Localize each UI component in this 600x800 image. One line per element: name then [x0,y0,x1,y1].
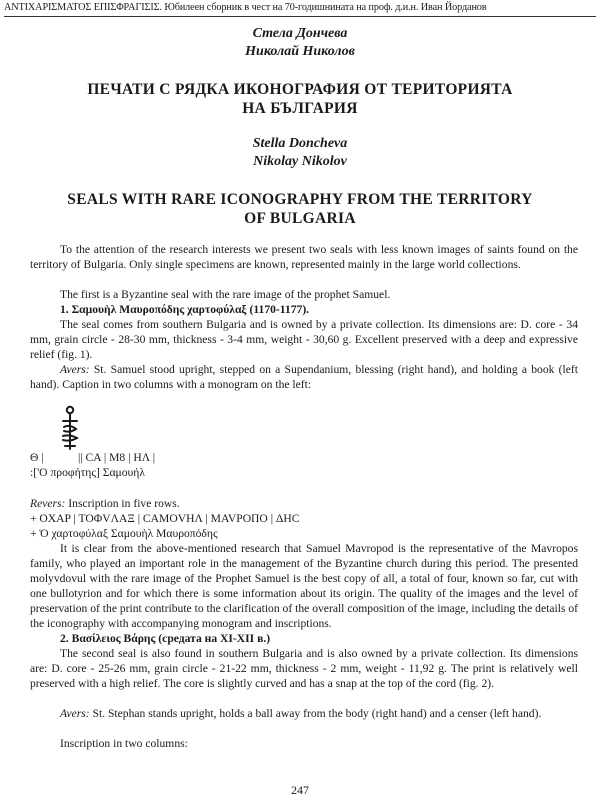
revers-label: Revers: [30,497,66,510]
monogram-left: Θ | [30,451,44,464]
seal-1-description: The seal comes from southern Bulgaria and is owned by a private collection. Its dimensions are: D. core - 34 mm, grain circle - 28-30 mm, thickness - 3-4 mm, weight - 30,60 g. Excellent preserved with a deep and expressive relief (fig. 1). [30,318,578,361]
author-en-1: Stella Doncheva [252,136,348,151]
seal-2-avers [30,706,578,721]
author-bg-1: Стела Дончева [252,26,348,41]
seal-1-heading: 1. Σαμουὴλ Μαυροπόδης χαρτοφύλαξ (1170-1177). [60,303,310,316]
page-number: 247 [291,783,309,797]
author-bg-2: Николай Николов [245,44,355,59]
seal-2-inscription-intro: Inscription in two columns: [60,737,188,750]
research-paragraph: It is clear from the above-mentioned research that Samuel Mavropod is the representative of the Mavropos family, who played an important role in the management of the Byzantine church during this period. The presented molyvdovul with the rare image of the Prophet Samuel is the best copy of all, a total of four, known so far, cut with one bullotyrion and for which there is some information about its origin. The quality of the images and the level of preservation of the print contribute to the clarification of the overall composition of the image, including the details of the iconography with accompanying monogram and inscriptions. [30,542,578,630]
revers-heading [30,496,578,511]
seal-2-description: The second seal is also found in southern Bulgaria and is also owned by a private collection. Its dimensions are: D. core - 25-26 mm, grain circle - 21-22 mm, thickness - 2 mm, weight - 11,92 g. The print is relatively well preserved with a high relief. The core is slightly curved and has a snap at the top of the cord (fig. 2). [30,647,578,690]
revers-inscription-2: + Ὁ χαρτοφύλαξ Σαμουὴλ Μαυροπόδης [30,527,218,540]
title-bg-line-1: ПЕЧАТИ С РЯДКА ИКОНОГРАФИЯ ОТ ТЕРИТОРИЯТА [87,81,513,98]
avers-label-2: Avers: [60,707,90,720]
running-header: ANTIXAPIΣΜΑΤΟΣ ΕΠΙΣΦΡΑΓΙΣΙΣ. Юбилеен сборник в чест на 70-годишнината на проф. д.и.н. Иван Йорданов [4,2,487,13]
seal-1-avers-text: St. Samuel stood upright, stepped on a Supendanium, blessing (right hand), and holding a book (left hand). Caption in two columns with a monogram on the left: [30,363,578,391]
author-en-2: Nikolay Nikolov [253,154,347,169]
intro-paragraph: To the attention of the research interests we present two seals with less known images of saints found on the territory of Bulgaria. Only single specimens are known, represented mainly in the large world collections. [30,243,578,271]
seal-2-heading: 2. Βασίλειος Βάρης (средата на XI-XII в.) [60,632,271,645]
monogram-caption: :['Ο προφήτης] Σαμουήλ [30,466,145,479]
first-seal-sentence: The first is a Byzantine seal with the rare image of the prophet Samuel. [60,288,391,301]
title-en-line-1: SEALS WITH RARE ICONOGRAPHY FROM THE TERRITORY [67,191,533,208]
revers-text: Inscription in five rows. [65,497,180,510]
title-en-line-2: OF BULGARIA [244,210,356,227]
seal-2-avers-text: St. Stephan stands upright, holds a ball away from the body (right hand) and a censer (left hand). [89,707,542,720]
seal-1-avers [30,362,578,392]
revers-inscription-1: + OXAP | TOΦVΛAΞ | CAMOVHΛ | MAVPOΠO | ΔHC [30,512,300,525]
monogram-right: || CA | M8 | HΛ | [78,451,156,464]
avers-label: Avers: [60,363,90,376]
monogram-cross-icon [58,405,82,451]
header-rule [4,16,596,17]
title-bg-line-2: НА БЪЛГАРИЯ [242,100,358,117]
